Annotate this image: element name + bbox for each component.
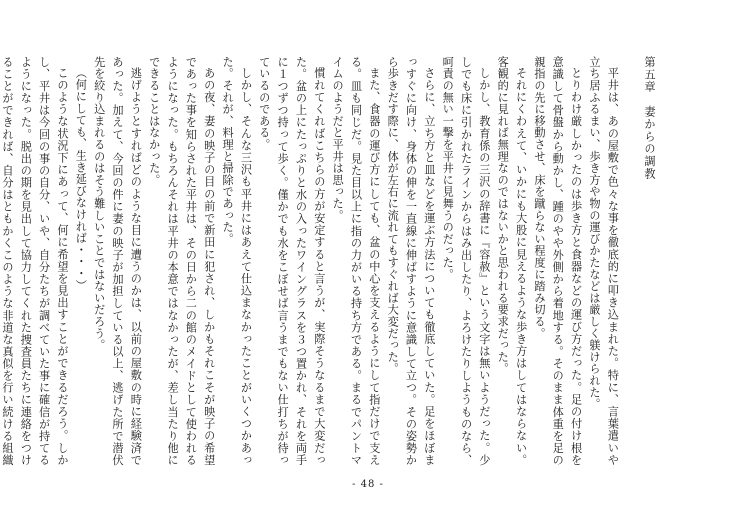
paragraph: 平井は、あの屋敷で色々な事を徹底的に叩き込まれた。特に、言葉遣いや立ち居ふるまい、歩き方や物の運びかたなどは厳しく躾けられた。 (587, 56, 620, 466)
page-number: - 48 - (352, 479, 384, 490)
paragraph: しかし、教育係の三沢の辞書に『容赦』という文字は無いようだった。少しでも床に引かれたラインからはみ出したり、よろけたりしようものなら、呵責の無い一撃を平井に見舞うのだった。 (441, 56, 491, 466)
paragraph: 逃げようとすればどのような目に遭うのかは、以前の屋敷の時に経験済であった。加えて、今回の件に妻の映子が加担している以上、逃げた所で潜伏先を絞り込まれるのはそう難しいことではないだろう。 (92, 56, 143, 466)
vertical-text-body (0, 56, 658, 466)
paragraph: （何にしても、生き延びなければ・・・） (74, 67, 88, 292)
paragraph: あの夜、妻の映子の目の前で新田に犯され、しかもそれこそが映子の希望であった事を知らされた平井は、その日から二の館のメイドとして使われるようになった。もちろんそれは平井の本意ではなかったが、差し当たり他にできることはなかった。 (147, 56, 216, 466)
paragraph: さらに、立ち方と皿などを運ぶ方法についても徹底していた。足をほぼまっすぐに向け、身体の伸を一直線に伸ばすように意識して立つ。その姿勢から歩きだす際に、体が左右に流れてもすぐれば大変だった。 (386, 56, 436, 466)
paragraph: 慣れてくればこちらの方が安定すると言うが、実際そうなるまで大変だった。盆の上にたっぷりと水の入ったワイングラスを３つ置かれ、それを両手に１つずつ持って歩く。僅かでも水をこぼせば言うまでもない仕打ちが待っているのである。 (257, 56, 326, 466)
paragraph: とりわけ厳しかったのは歩き方と食器などの運び方だった。足の付け根を意識して骨盤から動かし、踵のやや外側から着地する。そのまま体重を足の親指の先に移動させ、床を蹴らない程度に踏み切る。 (532, 56, 583, 466)
paragraph: また、食器の運び方にしても、盆の中心を支えるようにして指だけで支える。皿も同じだ。見た目以上に指の力がいる持ち方である。まるでパントマイムのようだと平井は思った。 (331, 56, 381, 466)
paragraph: しかし、そんな三沢も平井にはあえて仕込まなかったことがいくつかあった。それが、料理と掃除であった。 (221, 56, 253, 466)
paragraph: それにくわえて、いかにも大股に見えるような歩き方はしてはならない。客観的に見れば無理なのではないかと思われる要求だった。 (496, 56, 528, 466)
paragraph: このような状況下にあって、何に希望を見出すことができるだろう。しかし、平井は今回の事の自分、いや、自分たちが調べていた事に確信が持てるようになった。脱出の期を見出して協力してくれた捜査員たちに連絡をつけることができれば、自分はともかくこのような非道な真似を行い続ける組織 (0, 56, 69, 466)
chapter-title: 第五章 妻からの調教 (643, 56, 656, 180)
